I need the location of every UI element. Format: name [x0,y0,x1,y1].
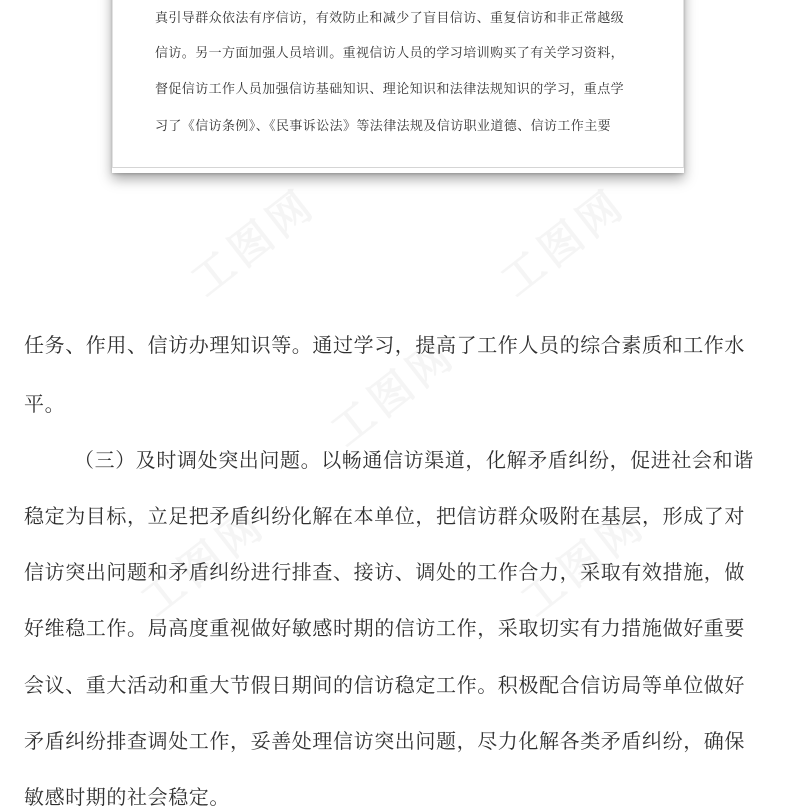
body-text-line: 信访突出问题和矛盾纠纷进行排查、接访、调处的工作合力，采取有效措施，做 [24,560,745,584]
section-heading-line: （三）及时调处突出问题。以畅通信访渠道，化解矛盾纠纷，促进社会和谐 [74,448,754,472]
body-text-line: 任务、作用、信访办理知识等。通过学习，提高了工作人员的综合素质和工作水 [24,333,745,357]
watermark: 工图网 [321,328,466,456]
body-text-line: 敏感时期的社会稳定。 [24,785,230,809]
watermark: 工图网 [181,178,326,306]
watermark: 工图网 [491,178,636,306]
watermark: 工图网 [511,498,656,626]
card-text-line: 督促信访工作人员加强信访基础知识、理论知识和法律法规知识的学习，重点学 [155,82,625,97]
watermark: 工图网 [131,498,276,626]
body-text-line: 会议、重大活动和重大节假日期间的信访稳定工作。积极配合信访局等单位做好 [24,673,745,697]
body-text-line: 稳定为目标，立足把矛盾纠纷化解在本单位，把信访群众吸附在基层，形成了对 [24,504,745,528]
body-text-line: 平。 [24,392,66,416]
card-text-line: 信访。另一方面加强人员培训。重视信访人员的学习培训购买了有关学习资料， [155,46,625,61]
body-text-line: 矛盾纠纷排查调处工作，妥善处理信访突出问题，尽力化解各类矛盾纠纷，确保 [24,729,745,753]
card-text-line: 真引导群众依法有序信访，有效防止和减少了盲目信访、重复信访和非正常越级 [155,11,625,26]
card-text-line: 习了《信访条例》、《民事诉讼法》等法律法规及信访职业道德、信访工作主要 [155,119,612,134]
body-text-line: 好维稳工作。局高度重视做好敏感时期的信访工作，采取切实有力措施做好重要 [24,616,745,640]
